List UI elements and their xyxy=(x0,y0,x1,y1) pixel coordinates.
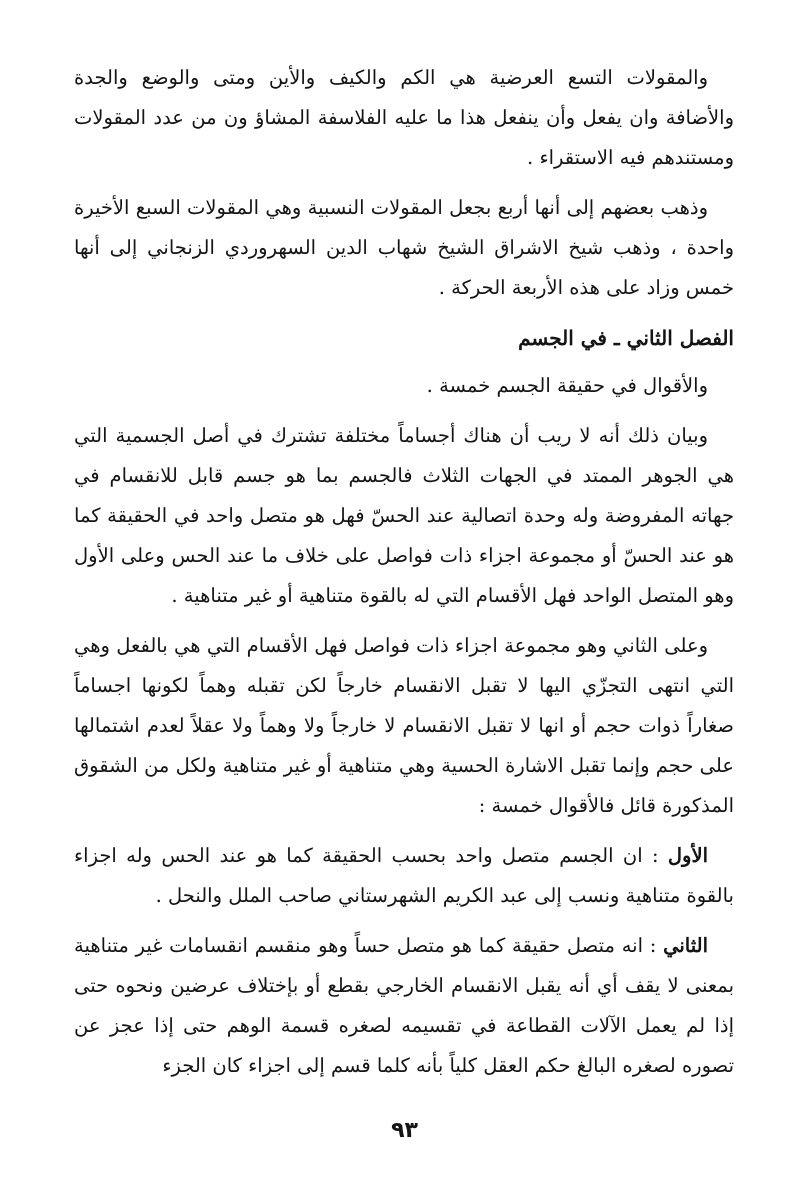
first-opinion-text: : ان الجسم متصل واحد بحسب الحقيقة كما هو عند الحس وله اجزاء بالقوة متناهية ونسب إلى عبد الكريم الشهرستاني صاحب الملل والنحل . xyxy=(74,844,734,907)
second-opinion-text: : انه متصل حقيقة كما هو متصل حساً وهو منقسم انقسامات غير متناهية بمعنى لا يقف أي أنه يقبل الانقسام الخارجي بقطع أو بإختلاف عرضين ونحوه حتى إذا لم يعمل الآلات القطاعة في تقسيمه لصغره قسمة الوهم حتى إذا عجز عن تصوره لصغره البالغ حكم العقل كلياً بأنه كلما قسم إلى اجزاء كان الجزء xyxy=(74,934,734,1077)
section-heading: الفصل الثاني ـ في الجسم xyxy=(518,326,734,350)
paragraph-five-opinions: والأقوال في حقيقة الجسم خمسة . xyxy=(426,374,708,397)
paragraph-first-opinion xyxy=(74,836,734,916)
paragraph-explanation: وبيان ذلك أنه لا ريب أن هناك أجساماً مختلفة تشترك في أصل الجسمية التي هي الجوهر الممتد في الجهات الثلاث فالجسم بما هو جسم قابل للانقسام في جهاته المفروضة وله وحدة اتصالية عند الحسّ فهل هو متصل واحد في الحقيقة كما هو عند الحسّ أو مجموعة اجزاء ذات فواصل على خلاف ما عند الحس وعلى الأول وهو المتصل الواحد فهل الأقسام التي له بالقوة متناهية أو غير متناهية . xyxy=(74,424,734,607)
second-opinion-lead: الثاني xyxy=(663,934,708,957)
page-number: ٩٣ xyxy=(391,1118,418,1143)
first-opinion-lead: الأول xyxy=(667,844,708,867)
paragraph-suhrawardi: وذهب بعضهم إلى أنها أربع بجعل المقولات النسبية وهي المقولات السبع الأخيرة واحدة ، وذهب شيخ الاشراق الشيخ شهاب الدين السهروردي الزنجاني إلى أنها خمس وزاد على هذه الأربعة الحركة . xyxy=(74,196,734,299)
paragraph-categories: والمقولات التسع العرضية هي الكم والكيف والأين ومتى والوضع والجدة والأضافة وان يفعل وأن ينفعل هذا ما عليه الفلاسفة المشاؤ ون من عدد المقولات ومستندهم فيه الاستقراء . xyxy=(74,66,734,169)
paragraph-second-opinion xyxy=(74,926,734,1086)
page-body xyxy=(74,58,734,1096)
paragraph-second-case: وعلى الثاني وهو مجموعة اجزاء ذات فواصل فهل الأقسام التي هي بالفعل وهي التي انتهى التجزّي اليها لا تقبل الانقسام خارجاً لكن تقبله وهماً لكونها اجساماً صغاراً ذوات حجم أو انها لا تقبل الانقسام لا خارجاً ولا وهماً ولا عقلاً لعدم اشتمالها على حجم وإنما تقبل الاشارة الحسية وهي متناهية أو غير متناهية ولكل من الشقوق المذكورة قائل فالأقوال خمسة : xyxy=(74,634,734,817)
